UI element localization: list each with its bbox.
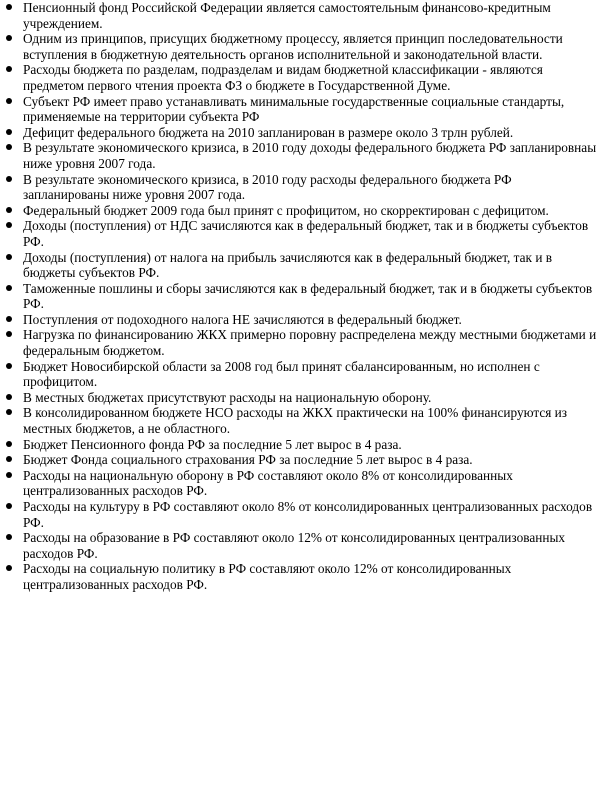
statement-item: В результате экономического кризиса, в 2010 году расходы федерального бюджета РФ запланированы ниже уровня 2007 года. <box>0 172 601 203</box>
statement-item: Расходы на социальную политику в РФ составляют около 12% от консолидированных централизованных расходов РФ. <box>0 561 601 592</box>
statement-item: Бюджет Фонда социального страхования РФ за последние 5 лет вырос в 4 раза. <box>0 452 601 468</box>
statement-item: Одним из принципов, присущих бюджетному процессу, является принцип последовательности вступления в бюджетную деятельность органов исполнительной и законодательной власти. <box>0 31 601 62</box>
statement-item: Федеральный бюджет 2009 года был принят с профицитом, но скорректирован с дефицитом. <box>0 203 601 219</box>
statement-item: Таможенные пошлины и сборы зачисляются как в федеральный бюджет, так и в бюджеты субъектов РФ. <box>0 281 601 312</box>
statement-item: Дефицит федерального бюджета на 2010 запланирован в размере около 3 трлн рублей. <box>0 125 601 141</box>
statement-item: Расходы на образование в РФ составляют около 12% от консолидированных централизованных расходов РФ. <box>0 530 601 561</box>
statement-item: Расходы на национальную оборону в РФ составляют около 8% от консолидированных централизованных расходов РФ. <box>0 468 601 499</box>
statement-item: Пенсионный фонд Российской Федерации является самостоятельным финансово-кредитным учреждением. <box>0 0 601 31</box>
statement-item: Доходы (поступления) от налога на прибыль зачисляются как в федеральный бюджет, так и в бюджеты субъектов РФ. <box>0 250 601 281</box>
statement-item: Нагрузка по финансированию ЖКХ примерно поровну распределена между местными бюджетами и федеральным бюджетом. <box>0 327 601 358</box>
statement-item: В консолидированном бюджете НСО расходы на ЖКХ практически на 100% финансируются из местных бюджетов, а не областного. <box>0 405 601 436</box>
statement-item: В местных бюджетах присутствуют расходы на национальную оборону. <box>0 390 601 406</box>
statement-item: Субъект РФ имеет право устанавливать минимальные государственные социальные стандарты, применяемые на территории субъекта РФ <box>0 94 601 125</box>
statement-item: Бюджет Новосибирской области за 2008 год был принят сбалансированным, но исполнен с профицитом. <box>0 359 601 390</box>
statement-item: Расходы на культуру в РФ составляют около 8% от консолидированных централизованных расходов РФ. <box>0 499 601 530</box>
statement-item: Доходы (поступления) от НДС зачисляются как в федеральный бюджет, так и в бюджеты субъектов РФ. <box>0 218 601 249</box>
statement-item: В результате экономического кризиса, в 2010 году доходы федерального бюджета РФ запланировнаы ниже уровня 2007 года. <box>0 140 601 171</box>
statement-item: Расходы бюджета по разделам, подразделам и видам бюджетной классификации - являются предметом первого чтения проекта ФЗ о бюджете в Государственной Думе. <box>0 62 601 93</box>
statement-item: Поступления от подоходного налога НЕ зачисляются в федеральный бюджет. <box>0 312 601 328</box>
statement-item: Бюджет Пенсионного фонда РФ за последние 5 лет вырос в 4 раза. <box>0 437 601 453</box>
